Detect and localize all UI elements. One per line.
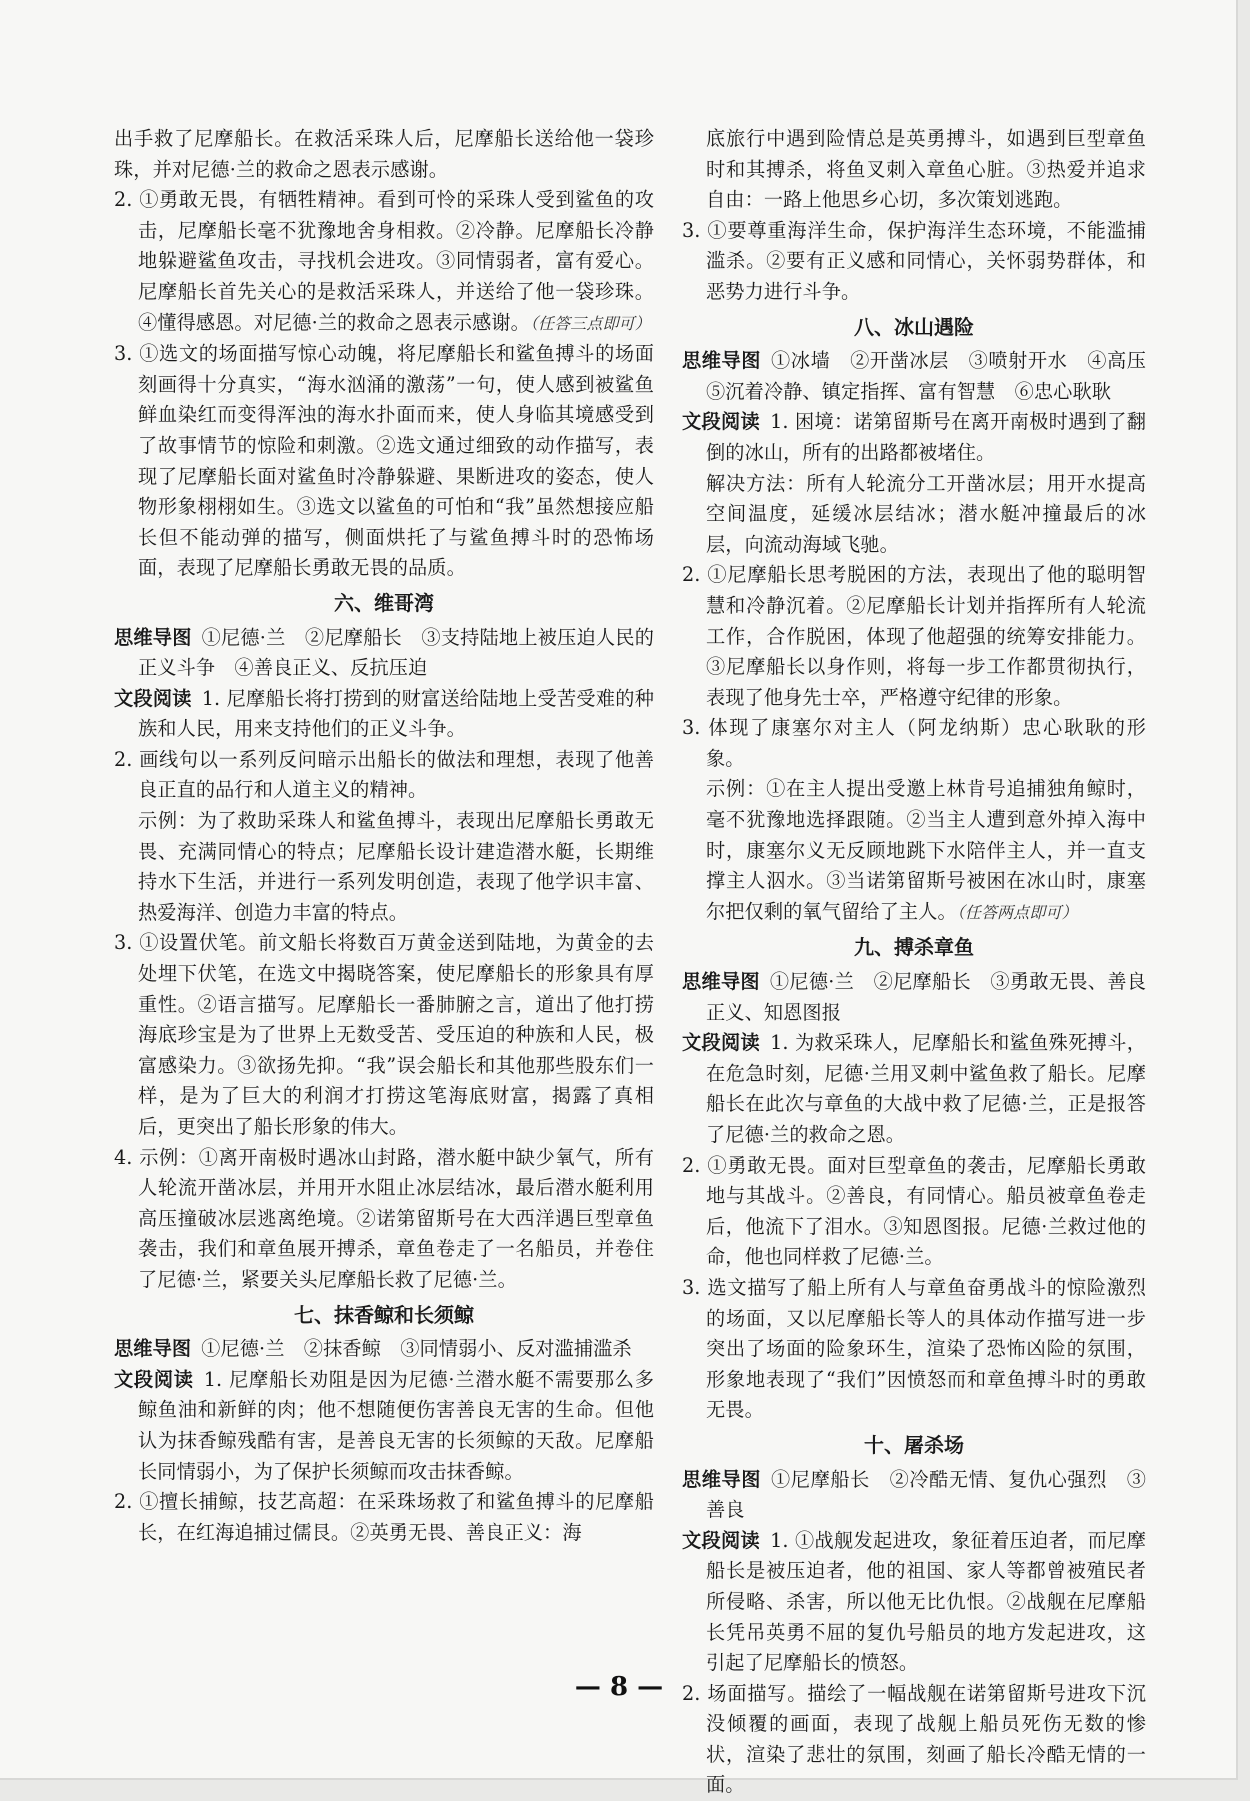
- answer-text: 1. 为救采珠人，尼摩船长和鲨鱼殊死搏斗，在危急时刻，尼德·兰用叉刺中鲨鱼救了船长。尼摩船长在此次与章鱼的大战中救了尼德·兰，正是报答了尼德·兰的救命之恩。: [706, 1031, 1146, 1146]
- answer-paragraph: [682, 560, 1146, 713]
- answer-label: 思维导图: [682, 349, 762, 373]
- answer-text: ①尼德·兰 ②尼摩船长 ③支持陆地上被压迫人民的正义斗争 ④善良正义、反抗压迫: [138, 625, 655, 680]
- answer-text: 解决方法：所有人轮流分工开凿冰层；用开水提高空间温度，延缓冰层结冰；潜水艇冲撞最后的冰层，向流动海域飞驰。: [706, 471, 1146, 556]
- labeled-answer: [114, 684, 654, 745]
- answer-text: 3. 体现了康塞尔对主人（阿龙纳斯）忠心耿耿的形象。: [682, 716, 1146, 770]
- answer-label: 文段阅读: [682, 1031, 761, 1055]
- labeled-answer: [682, 1526, 1146, 1679]
- answer-label: 思维导图: [114, 1337, 192, 1361]
- answer-text: 底旅行中遇到险情总是英勇搏斗，如遇到巨型章鱼时和其搏杀，将鱼叉刺入章鱼心脏。③热爱并追求自由：一路上他思乡心切，多次策划逃跑。: [706, 127, 1146, 212]
- answer-label: 文段阅读: [682, 410, 761, 434]
- right-column: [682, 124, 1166, 1801]
- section-heading: 七、抹香鲸和长须鲸: [294, 1302, 474, 1327]
- answer-text: 3. ①选文的场面描写惊心动魄，将尼摩船长和鲨鱼搏斗的场面刻画得十分真实，“海水汹涌的激荡”一句，使人感到被鲨鱼鲜血染红而变得浑浊的海水扑面而来，使人身临其境感受到了故事情节的惊险和刺激。②选文通过细致的动作描写，表现了尼摩船长面对鲨鱼时冷静躲避、果断进攻的姿态，使人物形象栩栩如生。③选文以鲨鱼的可怕和“我”虽然想接应船长但不能动弹的描写，侧面烘托了与鲨鱼搏斗时的恐怖场面，表现了尼摩船长勇敢无畏的品质。: [114, 342, 654, 580]
- answer-label: 文段阅读: [114, 1367, 194, 1391]
- answer-paragraph: [682, 1273, 1146, 1426]
- answer-note: （任答三点即可）: [529, 313, 651, 333]
- answer-text: 示例：①在主人提出受邀上林肯号追捕独角鲸时，毫不犹豫地选择跟随。②当主人遭到意外掉入海中时，康塞尔义无反顾地跳下水陪伴主人，并一直支撑主人泅水。③当诺第留斯号被困在冰山时，康塞尔把仅剩的氧气留给了主人。: [706, 777, 1146, 923]
- answer-text: 3. ①设置伏笔。前文船长将数百万黄金送到陆地，为黄金的去处埋下伏笔，在选文中揭晓答案，使尼摩船长的形象具有厚重性。②语言描写。尼摩船长一番肺腑之言，道出了他打捞海底珍宝是为了世界上无数受苦、受压迫的种族和人民，极富感染力。③欲扬先抑。“我”误会船长和其他那些股东们一样，是为了巨大的利润才打捞这笔海底财富，揭露了真相后，更突出了船长形象的伟大。: [114, 931, 654, 1138]
- answer-text: 1. 尼摩船长劝阻是因为尼德·兰潜水艇不需要那么多鲸鱼油和新鲜的肉；他不想随便伤害善良无害的生命。但他认为抹香鲸残酷有害，是善良无害的长须鲸的天敌。尼摩船长同情弱小，为了保护长须鲸而攻击抹香鲸。: [138, 1367, 654, 1483]
- answer-paragraph: [682, 124, 1146, 216]
- answer-paragraph: [114, 124, 654, 185]
- labeled-answer: [114, 1334, 654, 1365]
- labeled-answer: [114, 1365, 654, 1487]
- answer-note: （任答两点即可）: [956, 902, 1078, 922]
- answer-label: 文段阅读: [682, 1528, 761, 1552]
- answer-text: ①冰墙 ②开凿冰层 ③喷射开水 ④高压 ⑤沉着冷静、镇定指挥、富有智慧 ⑥忠心耿耿: [706, 349, 1166, 403]
- section-heading: 八、冰山遇险: [854, 314, 974, 339]
- answer-text: 示例：为了救助采珠人和鲨鱼搏斗，表现出尼摩船长勇敢无畏、充满同情心的特点；尼摩船长设计建造潜水艇，长期维持水下生活，并进行一系列发明创造，表现了他学识丰富、热爱海洋、创造力丰富的特点。: [138, 809, 654, 924]
- page-number: — 8 —: [574, 1672, 664, 1702]
- labeled-answer: [682, 1028, 1146, 1150]
- answer-text: 2. ①擅长捕鲸，技艺高超：在采珠场救了和鲨鱼搏斗的尼摩船长，在红海追捕过儒艮。②英勇无畏、善良正义：海: [114, 1490, 654, 1544]
- answer-text: 2. ①勇敢无畏，有牺牲精神。看到可怜的采珠人受到鲨鱼的攻击，尼摩船长毫不犹豫地舍身相救。②冷静。尼摩船长冷静地躲避鲨鱼攻击，寻找机会进攻。③同情弱者，富有爱心。尼摩船长首先关心的是救活采珠人，并送给了他一袋珍珠。④懂得感恩。对尼德·兰的救命之恩表示感谢。: [114, 188, 654, 334]
- answer-paragraph: [114, 339, 654, 584]
- answer-text: 3. 选文描写了船上所有人与章鱼奋勇战斗的惊险激烈的场面，又以尼摩船长等人的具体动作描写进一步突出了场面的险象环生，渲染了恐怖凶险的氛围，形象地表现了“我们”因愤怒而和章鱼搏斗时的勇敢无畏。: [682, 1275, 1146, 1422]
- answer-text: 1. 尼摩船长将打捞到的财富送给陆地上受苦受难的种族和人民，用来支持他们的正义斗争。: [138, 686, 655, 741]
- answer-text: 2. ①尼摩船长思考脱困的方法，表现出了他的聪明智慧和冷静沉着。②尼摩船长计划并指挥所有人轮流工作，合作脱困，体现了他超强的统筹安排能力。③尼摩船长以身作则，将每一步工作都贯彻执行，表现了他身先士卒，严格遵守纪律的形象。: [682, 563, 1146, 709]
- answer-paragraph: [682, 774, 1146, 928]
- answer-text: 出手救了尼摩船长。在救活采珠人后，尼摩船长送给他一袋珍珠，并对尼德·兰的救命之恩表示感谢。: [114, 127, 654, 181]
- section-heading: 十、屠杀场: [864, 1432, 964, 1457]
- labeled-answer: [114, 623, 654, 684]
- section-heading: 六、维哥湾: [334, 590, 434, 615]
- answer-text: 2. 画线句以一系列反问暗示出船长的做法和理想，表现了他善良正直的品行和人道主义的精神。: [114, 747, 654, 802]
- answer-text: 1. 困境：诺第留斯号在离开南极时遇到了翻倒的冰山，所有的出路都被堵住。: [706, 410, 1146, 464]
- answer-paragraph: [114, 1487, 654, 1548]
- answer-paragraph: [114, 745, 654, 806]
- answer-paragraph: [682, 216, 1146, 308]
- answer-text: ①尼德·兰 ②抹香鲸 ③同情弱小、反对滥捕滥杀: [201, 1337, 632, 1361]
- answer-paragraph: [114, 928, 654, 1142]
- answer-label: 思维导图: [682, 1467, 762, 1491]
- answer-label: 思维导图: [682, 970, 760, 994]
- answer-text: 2. ①勇敢无畏。面对巨型章鱼的袭击，尼摩船长勇敢地与其战斗。②善良，有同情心。船员被章鱼卷走后，他流下了泪水。③知恩图报。尼德·兰救过他的命，他也同样救了尼德·兰。: [682, 1153, 1146, 1269]
- answer-paragraph: [682, 469, 1146, 561]
- labeled-answer: [682, 407, 1146, 468]
- left-column: [114, 124, 654, 1548]
- answer-text: 2. 场面描写。描绘了一幅战舰在诺第留斯号进攻下沉没倾覆的画面，表现了战舰上船员死伤无数的惨状，渲染了悲壮的氛围，刻画了船长冷酷无情的一面。: [682, 1681, 1146, 1797]
- labeled-answer: [682, 346, 1166, 407]
- answer-text: 1. ①战舰发起进攻，象征着压迫者，而尼摩船长是被压迫者，他的祖国、家人等都曾被殖民者所侵略、杀害，所以他无比仇恨。②战舰在尼摩船长凭吊英勇不屈的复仇号船员的地方发起进攻，这引起了尼摩船长的愤怒。: [706, 1528, 1146, 1675]
- answer-text: ①尼德·兰 ②尼摩船长 ③勇敢无畏、善良正义、知恩图报: [706, 970, 1146, 1024]
- answer-paragraph: [114, 1143, 654, 1296]
- answer-label: 文段阅读: [114, 686, 192, 710]
- answer-paragraph: [682, 1151, 1146, 1273]
- answer-text: 3. ①要尊重海洋生命，保护海洋生态环境，不能滥捕滥杀。②要有正义感和同情心，关怀弱势群体，和恶势力进行斗争。: [682, 218, 1146, 303]
- answer-paragraph: [682, 713, 1146, 774]
- answer-label: 思维导图: [114, 625, 192, 649]
- labeled-answer: [682, 967, 1146, 1028]
- labeled-answer: [682, 1465, 1146, 1526]
- answer-paragraph: [114, 806, 654, 928]
- answer-text: 4. 示例：①离开南极时遇冰山封路，潜水艇中缺少氧气，所有人轮流开凿冰层，并用开水阻止冰层结冰，最后潜水艇利用高压撞破冰层逃离绝境。②诺第留斯号在大西洋遇巨型章鱼袭击，我们和章鱼展开搏杀，章鱼卷走了一名船员，并卷住了尼德·兰，紧要关头尼摩船长救了尼德·兰。: [114, 1145, 654, 1291]
- answer-text: ①尼摩船长 ②冷酷无情、复仇心强烈 ③善良: [706, 1467, 1146, 1522]
- section-heading: 九、搏杀章鱼: [854, 935, 974, 960]
- answer-paragraph: [114, 185, 654, 339]
